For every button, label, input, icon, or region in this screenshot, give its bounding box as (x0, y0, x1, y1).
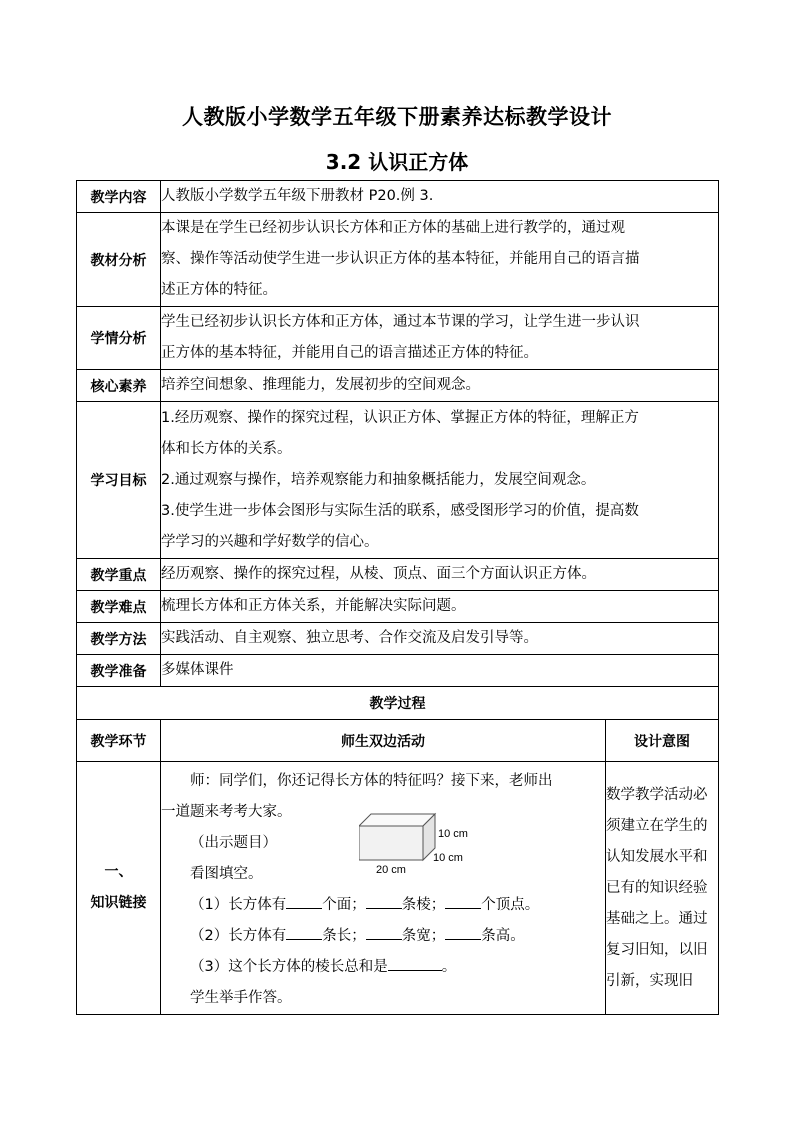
info-row-content (161, 402, 719, 559)
question-3: （3）这个长方体的棱长总和是 。 (161, 952, 605, 983)
info-line: 梳理长方体和正方体关系，并能解决实际问题。 (161, 598, 466, 614)
info-row-label: 教学内容 (77, 181, 161, 213)
col-intent-header: 设计意图 (606, 720, 719, 762)
section-1-number: 一、 (104, 864, 133, 880)
info-row-label: 学习目标 (77, 402, 161, 559)
info-row-label: 教材分析 (77, 213, 161, 307)
question-2: （2）长方体有 条长； 条宽； 条高。 (161, 921, 605, 952)
info-row (77, 623, 719, 655)
col-activity-header: 师生双边活动 (161, 720, 606, 762)
section-1-stage (77, 762, 161, 1015)
process-heading-row (77, 687, 719, 720)
activity-intro-2: 一道题来考考大家。 (161, 804, 292, 820)
info-line: 实践活动、自主观察、独立思考、合作交流及启发引导等。 (161, 630, 538, 646)
info-line: 察、操作等活动使学生进一步认识正方体的基本特征，并能用自己的语言描 (161, 251, 640, 267)
blank (366, 894, 402, 909)
col-stage-header: 教学环节 (77, 720, 161, 762)
info-line: 1.经历观察、操作的探究过程，认识正方体、掌握正方体的特征，理解正方 (161, 409, 639, 426)
section-1-row (77, 762, 719, 1015)
info-row-content (161, 655, 719, 687)
cuboid-top-face (359, 814, 435, 826)
info-line: 学生已经初步认识长方体和正方体，通过本节课的学习，让学生进一步认识 (161, 314, 640, 330)
info-row-content (161, 213, 719, 307)
info-row (77, 213, 719, 307)
info-line: 学学习的兴趣和学好数学的信心。 (161, 533, 379, 550)
info-row (77, 402, 719, 559)
info-line: 述正方体的特征。 (161, 282, 277, 298)
info-row (77, 370, 719, 402)
info-row-content (161, 591, 719, 623)
info-line: 经历观察、操作的探究过程，从棱、顶点、面三个方面认识正方体。 (161, 566, 596, 582)
blank (366, 925, 402, 940)
info-line: 2.通过观察与操作，培养观察能力和抽象概括能力，发展空间观念。 (161, 471, 596, 488)
info-line: 多媒体课件 (161, 662, 234, 678)
process-heading: 教学过程 (77, 687, 719, 720)
document-title: 人教版小学数学五年级下册素养达标教学设计 (182, 105, 612, 129)
info-row-content (161, 307, 719, 370)
info-row (77, 591, 719, 623)
info-row (77, 559, 719, 591)
section-1-name: 知识链接 (90, 895, 147, 911)
info-row (77, 307, 719, 370)
blank (286, 894, 322, 909)
section-1-activity (161, 762, 606, 1015)
show-question: （出示题目） (190, 835, 277, 851)
info-row-label: 教学方法 (77, 623, 161, 655)
info-line: 本课是在学生已经初步认识长方体和正方体的基础上进行教学的，通过观 (161, 220, 625, 236)
blank (388, 956, 442, 971)
info-row-label: 教学难点 (77, 591, 161, 623)
info-row-label: 核心素养 (77, 370, 161, 402)
info-row-label: 教学重点 (77, 559, 161, 591)
info-row-content (161, 559, 719, 591)
lesson-plan-table (76, 180, 719, 1015)
info-row (77, 181, 719, 213)
width-label: 10 cm (433, 852, 463, 864)
blank (445, 894, 481, 909)
section-1-intent: 数学教学活动必须建立在学生的认知发展水平和已有的知识经验基础之上。通过复习旧知，以旧引新，实现旧 (606, 762, 719, 1015)
student-answer: 学生举手作答。 (190, 990, 292, 1006)
question-1: （1）长方体有 个面； 条棱； 个顶点。 (161, 890, 605, 921)
blank (445, 925, 481, 940)
activity-intro: 师：同学们，你还记得长方体的特征吗？接下来，老师出 (190, 773, 553, 789)
info-row-content (161, 370, 719, 402)
fill-instruction: 看图填空。 (190, 866, 263, 882)
info-row-label: 教学准备 (77, 655, 161, 687)
info-line: 正方体的基本特征，并能用自己的语言描述正方体的特征。 (161, 345, 538, 361)
info-line: 3.使学生进一步体会图形与实际生活的联系，感受图形学习的价值，提高数 (161, 502, 639, 519)
height-label: 10 cm (438, 828, 468, 840)
blank (286, 925, 322, 940)
info-row-content (161, 181, 719, 213)
process-column-header-row (77, 720, 719, 762)
info-row-content (161, 623, 719, 655)
lesson-title: 3.2 认识正方体 (325, 150, 469, 174)
cuboid-figure (359, 810, 474, 876)
length-label: 20 cm (376, 864, 406, 876)
info-line: 人教版小学数学五年级下册教材 P20.例 3. (161, 188, 434, 204)
info-line: 体和长方体的关系。 (161, 440, 292, 457)
info-line: 培养空间想象、推理能力，发展初步的空间观念。 (161, 377, 480, 393)
cuboid-front-face (359, 826, 423, 860)
info-row (77, 655, 719, 687)
info-row-label: 学情分析 (77, 307, 161, 370)
